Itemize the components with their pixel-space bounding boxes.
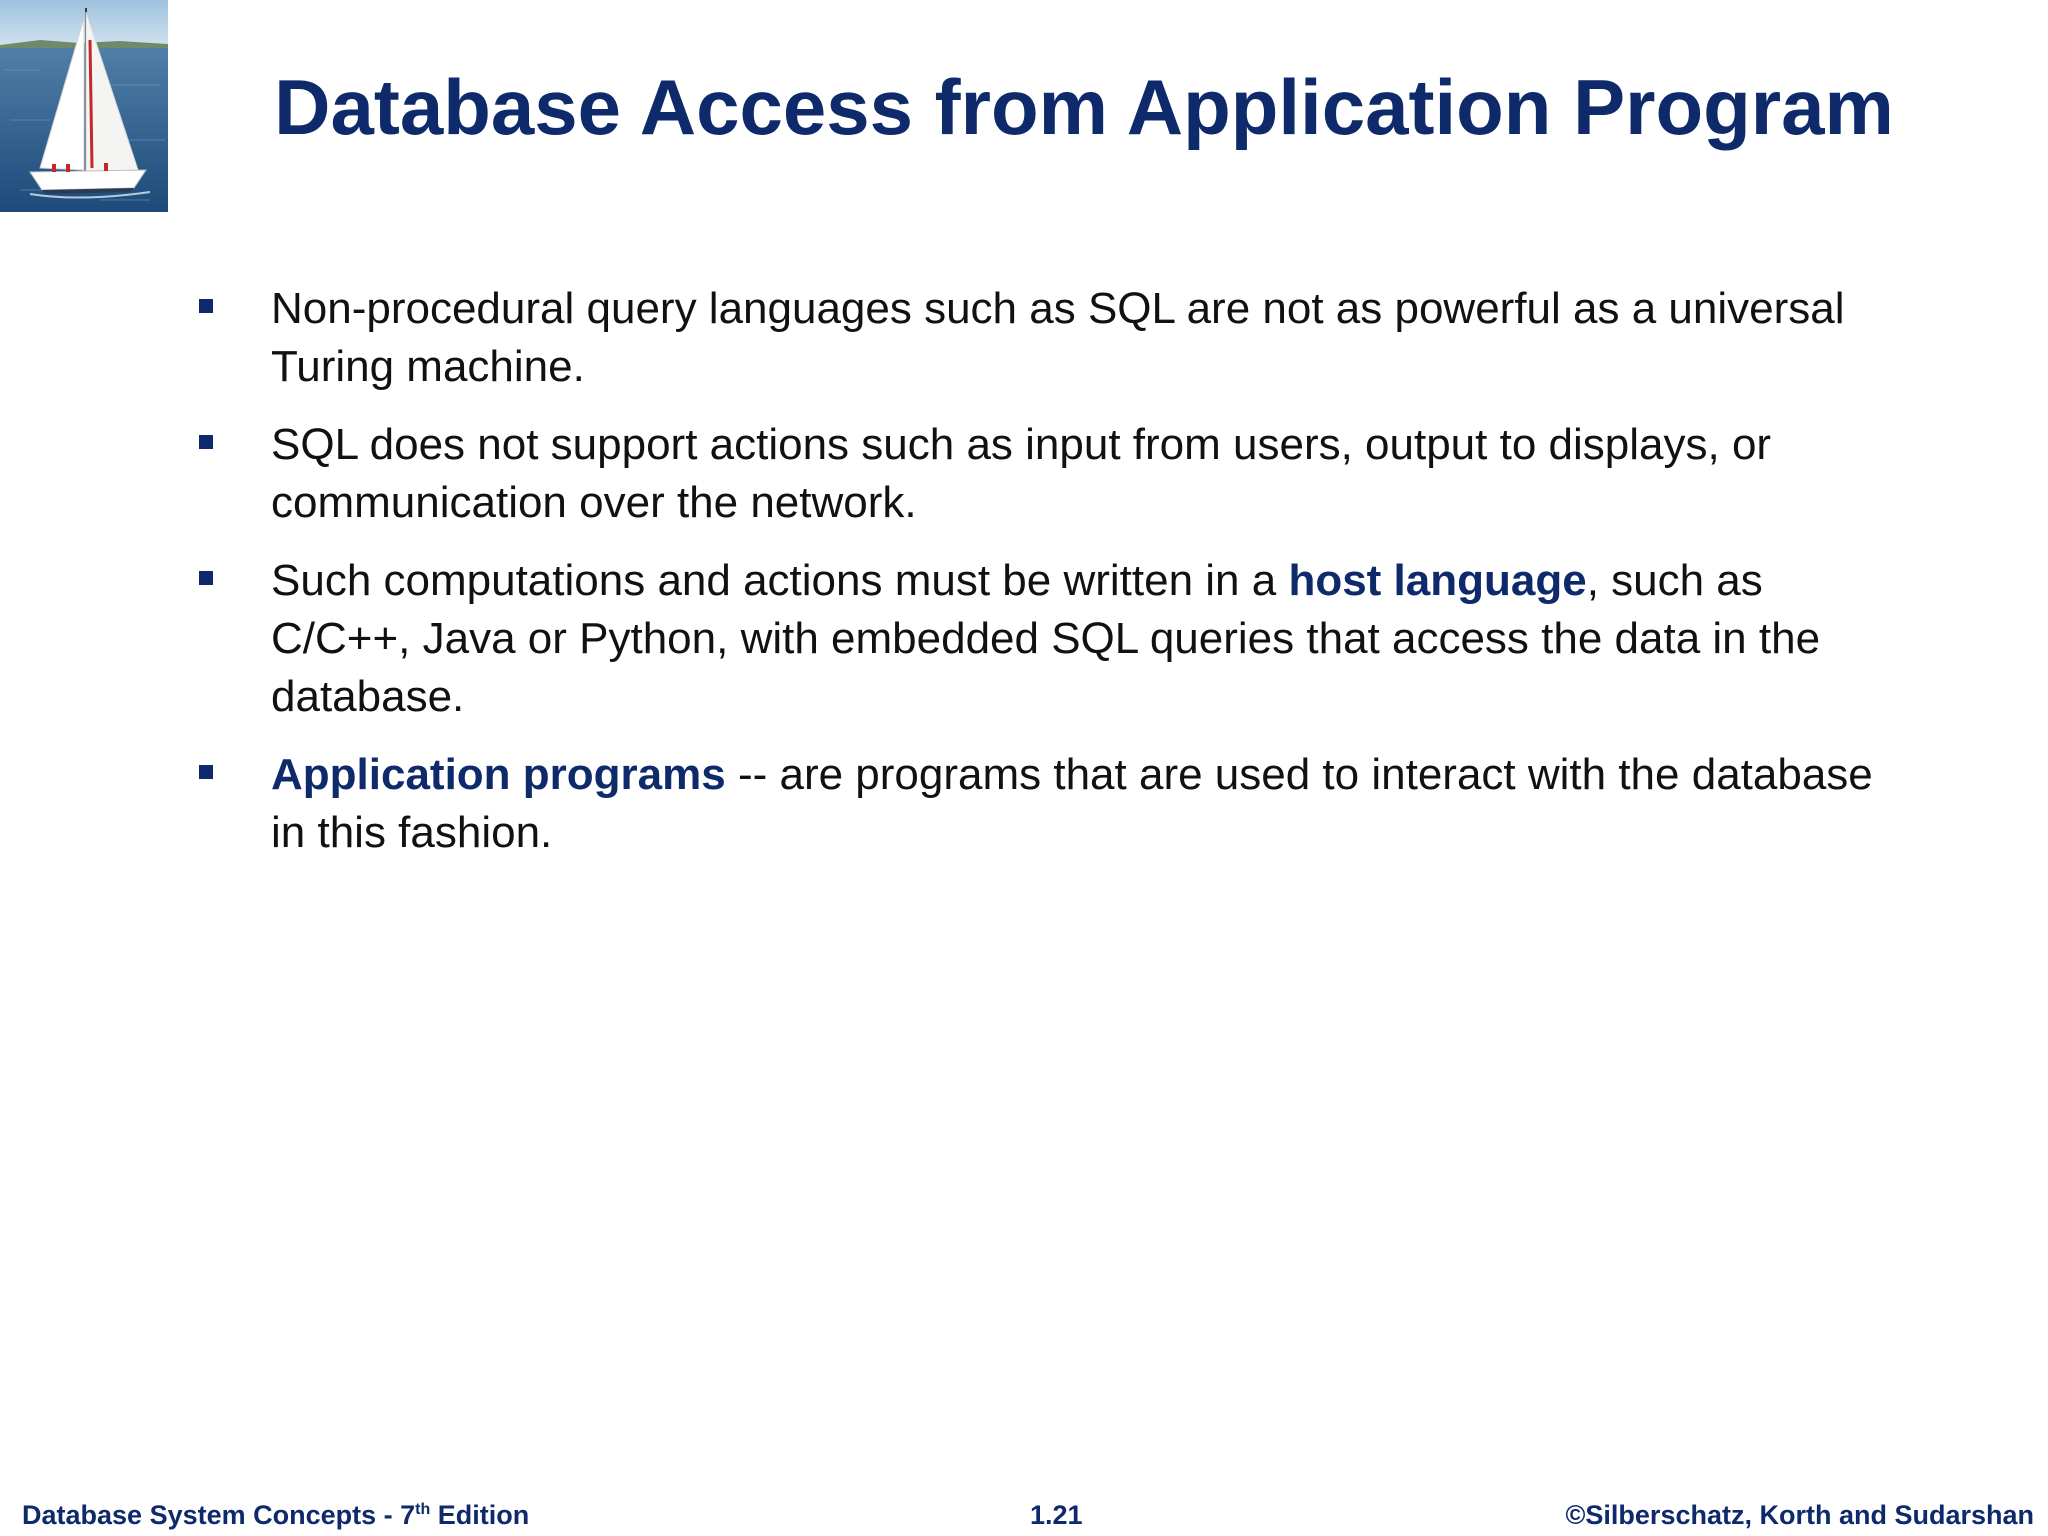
bullet-text: Such computations and actions must be written in a [271, 556, 1289, 605]
edition-superscript: th [415, 1501, 431, 1518]
slide-footer [0, 1500, 2048, 1532]
bullet-text: -- are programs that are used to interact with the database in this fashion. [271, 750, 1873, 857]
square-bullet-icon [199, 299, 213, 313]
page-number: 1.21 [1030, 1500, 1083, 1530]
bullet-item-2 [196, 416, 1896, 532]
edition-word: Edition [430, 1500, 530, 1530]
term-host-language: host language [1288, 556, 1587, 605]
bullet-list [196, 280, 1896, 882]
bullet-text: , such as C/C++, Java or Python, with embedded SQL queries that access the data in the database. [271, 556, 1821, 721]
bullet-text: Non-procedural query languages such as SQL are not as powerful as a universal Turing machine. [271, 284, 1845, 391]
slide-title: Database Access from Application Program [274, 63, 1894, 151]
square-bullet-icon [199, 765, 213, 779]
footer-copyright: ©Silberschatz, Korth and Sudarshan [1565, 1500, 2034, 1530]
square-bullet-icon [199, 435, 213, 449]
book-title-text: Database System Concepts - 7 [22, 1500, 416, 1530]
term-application-programs: Application programs [271, 750, 726, 799]
square-bullet-icon [199, 571, 213, 585]
bullet-item-3 [196, 552, 1896, 726]
bullet-item-4 [196, 746, 1896, 862]
bullet-item-1 [196, 280, 1896, 396]
bullet-text: SQL does not support actions such as input from users, output to displays, or communication over the network. [271, 420, 1772, 527]
footer-book-title [22, 1500, 529, 1531]
